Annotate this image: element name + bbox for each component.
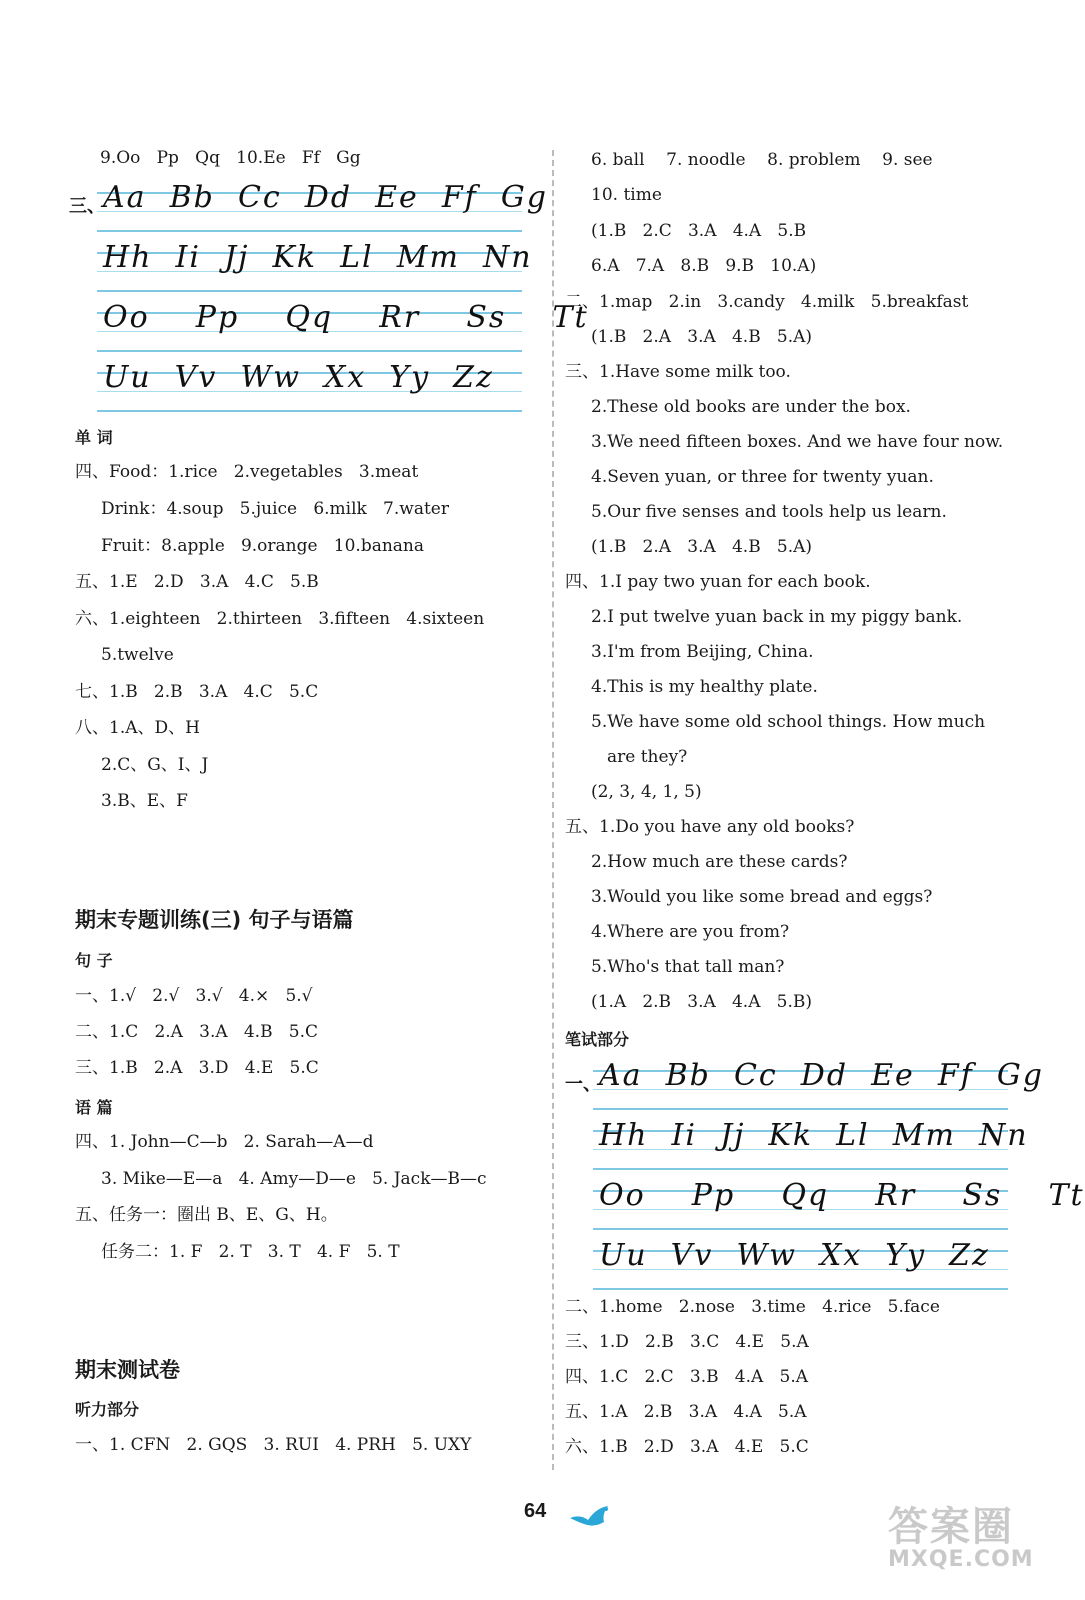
answer-line: 6.A 7.A 8.B 9.B 10.A) [591, 256, 817, 276]
answer-line: 4.Where are you from? [591, 922, 790, 942]
answer-line: 四、1. John—C—b 2. Sarah—A—d [75, 1132, 374, 1152]
answer-line: Drink：4.soup 5.juice 6.milk 7.water [101, 499, 449, 519]
section-subheading: 听力部分 [75, 1400, 140, 1419]
answer-line: 3.I'm from Beijing, China. [591, 642, 814, 662]
answer-line: 七、1.B 2.B 3.A 4.C 5.C [75, 682, 319, 702]
answer-line: 2.I put twelve yuan back in my piggy bank. [591, 607, 963, 627]
answer-line: 5.We have some old school things. How much [591, 712, 986, 732]
handwriting-row: Hh Ii Jj Kk Ll Mm Nn [599, 1118, 1029, 1153]
answer-line: are they? [607, 747, 688, 767]
grid-marker: 一、 [565, 1074, 601, 1095]
answer-line: 4.This is my healthy plate. [591, 677, 818, 697]
handwriting-grid [69, 178, 589, 418]
answer-line: 一、1.√ 2.√ 3.√ 4.× 5.√ [75, 986, 313, 1006]
answer-line: 六、1.B 2.D 3.A 4.E 5.C [565, 1437, 809, 1457]
handwriting-row: Oo Pp Qq Rr Ss Tt [599, 1178, 1085, 1213]
answer-line: 5.twelve [101, 645, 174, 665]
answer-line: 八、1.A、D、H [75, 718, 200, 738]
answer-line: 3.B、E、F [101, 791, 188, 811]
handwriting-row: Uu Vv Ww Xx Yy Zz [103, 360, 494, 395]
answer-line: 六、1.eighteen 2.thirteen 3.fifteen 4.sixteen [75, 609, 485, 629]
bird-logo-icon [568, 1500, 614, 1530]
handwriting-row: Uu Vv Ww Xx Yy Zz [599, 1238, 990, 1273]
answer-line: 2.These old books are under the box. [591, 397, 911, 417]
answer-line: 四、1.I pay two yuan for each book. [565, 572, 871, 592]
answer-line: (1.B 2.A 3.A 4.B 5.A) [591, 537, 813, 557]
watermark [888, 1506, 1034, 1572]
watermark-top: 答案圈 [888, 1504, 1014, 1550]
answer-line: (1.A 2.B 3.A 4.A 5.B) [591, 992, 813, 1012]
answer-line: 五、1.E 2.D 3.A 4.C 5.B [75, 572, 319, 592]
answer-line: 二、1.map 2.in 3.candy 4.milk 5.breakfast [565, 292, 969, 312]
answer-line: 三、1.Have some milk too. [565, 362, 791, 382]
answer-line: 四、1.C 2.C 3.B 4.A 5.A [565, 1367, 809, 1387]
answer-line: 五、任务一：圈出 B、E、G、H。 [75, 1205, 338, 1225]
answer-line: 三、1.B 2.A 3.D 4.E 5.C [75, 1058, 319, 1078]
answer-line: 五、1.A 2.B 3.A 4.A 5.A [565, 1402, 807, 1422]
answer-line: 10. time [591, 185, 662, 205]
section-subheading: 笔试部分 [565, 1030, 630, 1049]
watermark-bottom: MXQE.COM [888, 1547, 1034, 1572]
handwriting-row: Hh Ii Jj Kk Ll Mm Nn [103, 240, 533, 275]
page-number: 64 [524, 1500, 547, 1522]
answer-line: (1.B 2.A 3.A 4.B 5.A) [591, 327, 813, 347]
handwriting-row: Aa Bb Cc Dd Ee Ff Gg [103, 180, 548, 215]
grid-marker: 三、 [69, 196, 105, 217]
handwriting-row: Aa Bb Cc Dd Ee Ff Gg [599, 1058, 1044, 1093]
answer-line: 2.C、G、I、J [101, 755, 209, 775]
answer-line: 二、1.C 2.A 3.A 4.B 5.C [75, 1022, 319, 1042]
answer-line: 3. Mike—E—a 4. Amy—D—e 5. Jack—B—c [101, 1169, 487, 1189]
answer-line: 三、1.D 2.B 3.C 4.E 5.A [565, 1332, 809, 1352]
section-subheading: 单 词 [75, 428, 113, 447]
answer-line: 四、Food：1.rice 2.vegetables 3.meat [75, 462, 419, 482]
answer-line: 9.Oo Pp Qq 10.Ee Ff Gg [100, 148, 361, 168]
answer-line: 二、1.home 2.nose 3.time 4.rice 5.face [565, 1297, 940, 1317]
answer-line: 4.Seven yuan, or three for twenty yuan. [591, 467, 934, 487]
handwriting-row: Oo Pp Qq Rr Ss Tt [103, 300, 589, 335]
column-divider [552, 150, 554, 1470]
answer-line: Fruit：8.apple 9.orange 10.banana [101, 536, 425, 556]
answer-line: (1.B 2.C 3.A 4.A 5.B [591, 221, 807, 241]
answer-line: 5.Our five senses and tools help us learn. [591, 502, 947, 522]
answer-line: 五、1.Do you have any old books? [565, 817, 855, 837]
answer-line: 2.How much are these cards? [591, 852, 848, 872]
section-subheading: 句 子 [75, 951, 113, 970]
section-subheading: 语 篇 [75, 1098, 113, 1117]
answer-line: 任务二：1. F 2. T 3. T 4. F 5. T [101, 1242, 400, 1262]
answer-line: 3.We need fifteen boxes. And we have four now. [591, 432, 1004, 452]
answer-line: (2, 3, 4, 1, 5) [591, 782, 702, 802]
section-title: 期末专题训练(三) 句子与语篇 [75, 908, 354, 932]
answer-line: 5.Who's that tall man? [591, 957, 785, 977]
answer-line: 一、1. CFN 2. GQS 3. RUI 4. PRH 5. UXY [75, 1435, 472, 1455]
answer-line: 3.Would you like some bread and eggs? [591, 887, 933, 907]
section-title: 期末测试卷 [75, 1358, 180, 1382]
handwriting-grid [565, 1056, 1085, 1296]
answer-line: 6. ball 7. noodle 8. problem 9. see [591, 150, 933, 170]
